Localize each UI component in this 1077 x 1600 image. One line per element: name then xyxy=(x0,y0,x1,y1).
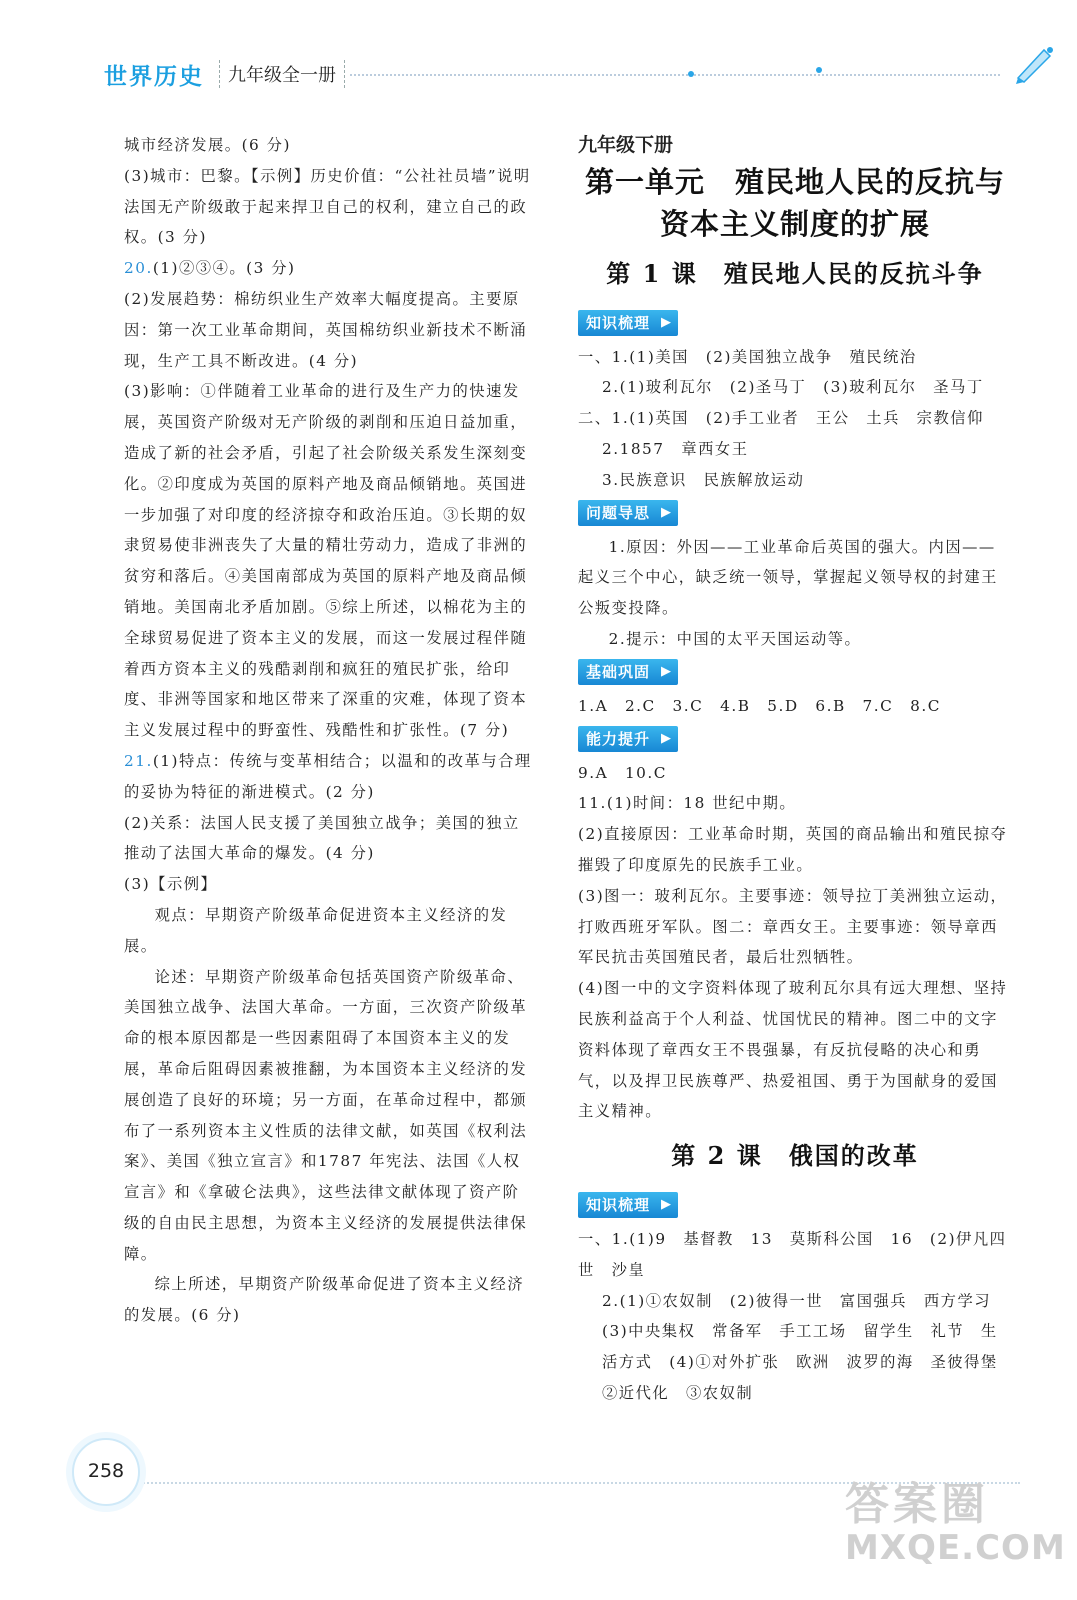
answer-line: (3)影响：①伴随着工业革命的进行及生产力的快速发展，英国资产阶级对无产阶级的剥削和压迫日益加重，造成了新的社会矛盾，引起了社会阶级关系发生深刻变化。②印度成为英国的原料产地及商品倾销地。英国进一步加强了对印度的经济掠夺和政治压迫。③长期的奴隶贸易使非洲丧失了大量的精壮劳动力，造成了非洲的贫穷和落后。④美国南部成为英国的原料产地及商品倾销地。美国南北矛盾加剧。⑤综上所述，以棉花为主的全球贸易促进了资本主义的发展，而这一发展过程伴随着西方资本主义的残酷剥削和疯狂的殖民扩张，给印度、非洲等国家和地区带来了深重的灾难，体现了资本主义发展过程中的野蛮性、残酷性和扩张性。(7 分) xyxy=(124,382,528,740)
play-arrow-icon: ▶ xyxy=(661,314,673,330)
answer-line: (3)城市：巴黎。【示例】历史价值：“公社社员墙”说明法国无产阶级敢于起来捍卫自己的权利，建立自己的政权。(3 分) xyxy=(124,166,531,247)
section-tag-question xyxy=(578,500,678,526)
answer-line: (3)【示例】 xyxy=(124,875,218,894)
section-tag-knowledge xyxy=(578,310,678,336)
answer-line: 1.A 2.C 3.C 4.B 5.D 6.B 7.C 8.C xyxy=(578,696,941,715)
watermark-logo xyxy=(845,1468,1065,1588)
unit-title-line-2: 资本主义制度的扩展 xyxy=(659,206,930,241)
answer-line: 二、1.(1)英国 (2)手工业者 王公 土兵 宗教信仰 xyxy=(578,409,984,428)
play-arrow-icon: ▶ xyxy=(661,504,673,520)
answer-line: 3.民族意识 民族解放运动 xyxy=(602,470,805,489)
answer-line: (2)直接原因：工业革命时期，英国的商品输出和殖民掠夺摧毁了印度原先的民族手工业。 xyxy=(578,825,1008,874)
section-tag-knowledge xyxy=(578,1192,678,1218)
answer-line: (4)图一中的文字资料体现了玻利瓦尔具有远大理想、坚持民族利益高于个人利益、忧国忧民的精神。图二中的文字资料体现了章西女王不畏强暴，有反抗侵略的决心和勇气，以及捍卫民族尊严、热爱祖国、勇于为国献身的爱国主义精神。 xyxy=(578,979,1008,1121)
tag-label: 基础巩固 xyxy=(586,662,651,681)
grade-label: 九年级全一册 xyxy=(219,60,345,88)
page-header xyxy=(0,0,1077,100)
answer-item xyxy=(124,746,536,808)
answer-text: (1)特点：传统与变革相结合；以温和的改革与合理的妥协为特征的渐进模式。(2 分) xyxy=(124,751,532,801)
tag-label: 知识梳理 xyxy=(586,1195,651,1214)
answer-line: 一、1.(1)美国 (2)美国独立战争 殖民统治 xyxy=(578,347,917,366)
answer-line: (2)发展趋势：棉纺织业生产效率大幅度提高。主要原因：第一次工业革命期间，英国棉纺织业新技术不断涌现，生产工具不断改进。(4 分) xyxy=(124,289,528,370)
lesson-1-title: 第 1 课 殖民地人民的反抗斗争 xyxy=(606,258,984,288)
answer-paragraph: 观点：早期资产阶级革命促进资本主义经济的发展。 xyxy=(124,905,508,955)
answer-line: 城市经济发展。(6 分) xyxy=(124,136,291,154)
right-column xyxy=(578,130,1015,1409)
answer-paragraph: 1.原因：外因——工业革命后英国的强大。内因——起义三个中心，缺乏统一领导，掌握起义领导权的封建王公叛变投降。 xyxy=(578,537,998,618)
header-dot xyxy=(816,67,822,73)
answer-line: 2.1857 章西女王 xyxy=(602,439,749,458)
watermark-url: MXQE.COM xyxy=(845,1528,1066,1568)
left-column xyxy=(124,130,536,1331)
question-number: 21. xyxy=(124,751,153,770)
pen-icon xyxy=(1010,44,1056,84)
answer-line: (2)关系：法国人民支援了美国独立战争；美国的独立推动了法国大革命的爆发。(4 分) xyxy=(124,813,520,863)
subject-title: 世界历史 xyxy=(104,64,204,90)
tag-label: 知识梳理 xyxy=(586,313,651,332)
answer-line: (3)图一：玻利瓦尔。主要事迹：领导拉丁美洲独立运动，打败西班牙军队。图二：章西女王。主要事迹：领导章西军民抗击英国殖民者，最后壮烈牺牲。 xyxy=(578,886,1008,967)
answer-paragraph: 综上所述，早期资产阶级革命促进了资本主义经济的发展。(6 分) xyxy=(124,1275,525,1325)
answer-line: 一、1.(1)9 基督教 13 莫斯科公国 16 (2)伊凡四世 沙皇 xyxy=(578,1229,1007,1279)
watermark-text: 答案圈 xyxy=(845,1479,989,1530)
tag-label: 问题导思 xyxy=(586,503,651,522)
answer-paragraph: 2.提示：中国的太平天国运动等。 xyxy=(608,629,862,648)
tag-label: 能力提升 xyxy=(586,729,651,748)
play-arrow-icon: ▶ xyxy=(661,1196,673,1212)
play-arrow-icon: ▶ xyxy=(661,663,673,679)
section-tag-ability xyxy=(578,726,678,752)
header-dot xyxy=(688,71,694,77)
answer-text: (1)②③④。(3 分) xyxy=(152,259,296,278)
unit-title-line-1: 第一单元 殖民地人民的反抗与 xyxy=(584,164,1005,199)
header-dotted-line xyxy=(350,74,1000,76)
page-number: 258 xyxy=(72,1438,140,1506)
answer-line: 2.(1)玻利瓦尔 (2)圣马丁 (3)玻利瓦尔 圣马丁 xyxy=(602,378,984,397)
answer-line: 2.(1)①农奴制 (2)彼得一世 富国强兵 西方学习 (3)中央集权 常备军 手工工场 留学生 礼节 生活方式 (4)①对外扩张 欧洲 波罗的海 圣彼得堡 ②近代化 ③农奴制 xyxy=(602,1291,1015,1402)
section-tag-basic xyxy=(578,659,678,685)
lesson-2-title: 第 2 课 俄国的改革 xyxy=(671,1141,919,1171)
question-number: 20. xyxy=(124,259,153,278)
answer-line: 9.A 10.C xyxy=(578,763,667,782)
answer-paragraph: 论述：早期资产阶级革命包括英国资产阶级革命、美国独立战争、法国大革命。一方面，三次资产阶级革命的根本原因都是一些因素阻碍了本国资本主义的发展，革命后阻碍因素被推翻，为本国资本主义经济的发展创造了良好的环境；另一方面，在革命过程中，都颁布了一系列资本主义性质的法律文献，如英国《权利法案》、美国《独立宣言》和1787 年宪法、法国《人权宣言》和《拿破仑法典》，这些法律文献体现了资产阶级的自由民主思想，为资本主义经济的发展提供法律保障。 xyxy=(124,967,528,1263)
answer-line: 11.(1)时间：18 世纪中期。 xyxy=(578,794,797,813)
grade-title: 九年级下册 xyxy=(578,134,674,156)
play-arrow-icon: ▶ xyxy=(661,730,673,746)
unit-title xyxy=(578,161,1012,245)
answer-item xyxy=(124,253,536,284)
